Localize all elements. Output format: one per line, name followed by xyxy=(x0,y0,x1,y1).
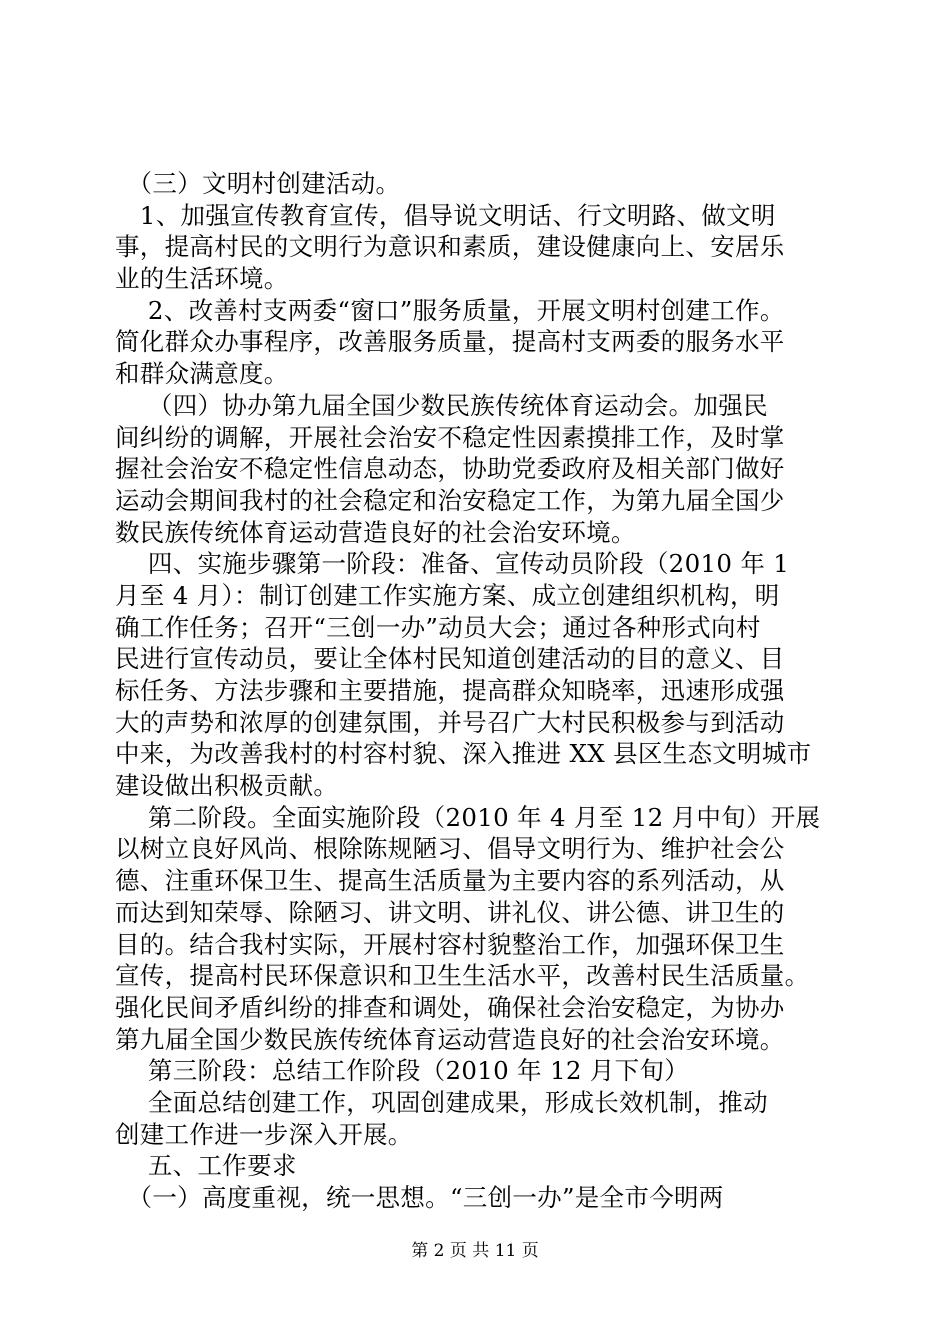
text-line: 简化群众办事程序，改善服务质量，提高村支两委的服务水平 xyxy=(115,327,785,357)
text-line: 确工作任务；召开“三创一办”动员大会；通过各种形式向村 xyxy=(115,612,761,642)
text-line: 数民族传统体育运动营造良好的社会治安环境。 xyxy=(115,517,636,547)
text-line: 德、注重环保卫生、提高生活质量为主要内容的系列活动，从 xyxy=(115,866,785,896)
text-line: 大的声势和浓厚的创建氛围，并号召广大村民积极参与到活动 xyxy=(115,707,785,737)
text-line: 建设做出积极贡献。 xyxy=(115,771,339,801)
text-line: 1、加强宣传教育宣传，倡导说文明话、行文明路、做文明 xyxy=(115,200,776,230)
text-line: 第二阶段。全面实施阶段（2010 年 4 月至 12 月中旬）开展 xyxy=(115,802,821,832)
text-line: （一）高度重视，统一思想。“三创一办”是全市今明两 xyxy=(115,1183,724,1212)
text-line: 月至 4 月）：制订创建工作实施方案、成立创建组织机构，明 xyxy=(115,580,780,610)
text-line: 间纠纷的调解，开展社会治安不稳定性因素摸排工作，及时掌 xyxy=(115,422,785,452)
text-line: 目的。结合我村实际，开展村容村貌整治工作，加强环保卫生 xyxy=(115,929,785,959)
text-line: 2、改善村支两委“窗口”服务质量，开展文明村创建工作。 xyxy=(115,295,785,325)
text-line: 以树立良好风尚、根除陈规陋习、倡导文明行为、维护社会公 xyxy=(115,834,785,864)
page-footer: 第 2 页 共 11 页 xyxy=(411,1241,539,1261)
text-line: （三）文明村创建活动。 xyxy=(115,169,401,198)
text-line: 五、工作要求 xyxy=(115,1151,297,1181)
text-line: （四）协办第九届全国少数民族传统体育运动会。加强民 xyxy=(115,390,768,420)
text-line: 四、实施步骤第一阶段：准备、宣传动员阶段（2010 年 1 xyxy=(115,549,790,579)
text-line: 全面总结创建工作，巩固创建成果，形成长效机制，推动 xyxy=(115,1087,768,1117)
text-line: 中来，为改善我村的村容村貌、深入推进 XX 县区生态文明城市 xyxy=(115,739,812,769)
text-line: 创建工作进一步深入开展。 xyxy=(115,1119,413,1149)
text-line: 宣传，提高村民环保意识和卫生生活水平，改善村民生活质量。 xyxy=(115,961,810,991)
text-line: 民进行宣传动员，要让全体村民知道创建活动的目的意义、目 xyxy=(115,644,785,674)
text-line: 握社会治安不稳定性信息动态，协助党委政府及相关部门做好 xyxy=(115,454,785,484)
text-line: 事，提高村民的文明行为意识和素质，建设健康向上、安居乐 xyxy=(115,232,785,262)
text-line: 第三阶段：总结工作阶段（2010 年 12 月下旬） xyxy=(115,1056,690,1086)
text-line: 业的生活环境。 xyxy=(115,264,289,294)
text-line: 运动会期间我村的社会稳定和治安稳定工作，为第九届全国少 xyxy=(115,485,785,515)
text-line: 标任务、方法步骤和主要措施，提高群众知晓率，迅速形成强 xyxy=(115,676,785,705)
text-line: 第九届全国少数民族传统体育运动营造良好的社会治安环境。 xyxy=(115,1024,785,1054)
text-line: 强化民间矛盾纠纷的排查和调处，确保社会治安稳定，为协办 xyxy=(115,992,785,1022)
document-body xyxy=(115,168,845,1214)
text-line: 和群众满意度。 xyxy=(115,359,289,389)
text-line: 而达到知荣辱、除陋习、讲文明、讲礼仪、讲公德、讲卫生的 xyxy=(115,897,785,927)
